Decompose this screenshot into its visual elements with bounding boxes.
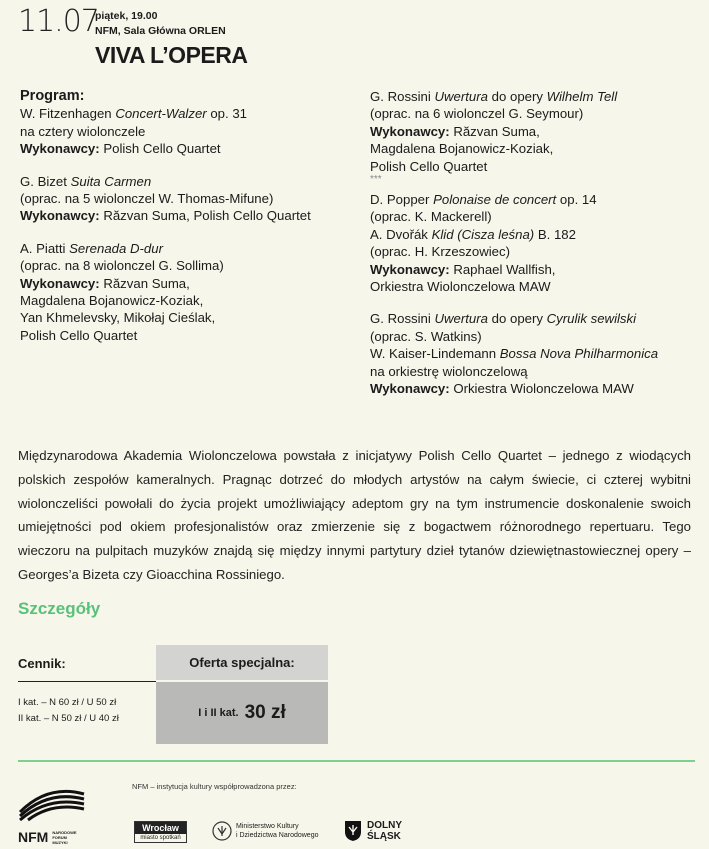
program-item: W. Fitzenhagen Concert-Walzer op. 31 xyxy=(20,106,248,122)
event-date: 11.07 xyxy=(18,4,99,39)
dolny-line: ŚLĄSK xyxy=(367,831,401,842)
program-left-column xyxy=(20,88,350,344)
performers: Wykonawcy: Polish Cello Quartet xyxy=(20,141,221,157)
program-item: G. Bizet Suita Carmen xyxy=(20,173,152,189)
event-day-time: piątek, 19.00 xyxy=(95,10,158,22)
ministry-line: Ministerstwo Kultury xyxy=(236,823,299,830)
program-item-extra: (oprac. K. Mackerell) xyxy=(370,209,492,225)
program-item-extra: na cztery wiolonczele xyxy=(20,123,146,139)
program-right-column xyxy=(370,88,700,398)
program-item: G. Rossini Uwertura do opery Cyrulik sewilski xyxy=(370,311,637,327)
program-item-extra: na orkiestrę wiolonczelową xyxy=(370,363,528,379)
special-offer-price: 30 zł xyxy=(244,702,286,723)
program-item: D. Popper Polonaise de concert op. 14 xyxy=(370,192,597,208)
program-item: A. Piatti Serenada D-dur xyxy=(20,240,163,256)
special-offer-label: Oferta specjalna: xyxy=(156,645,328,680)
program-item: G. Rossini Uwertura do opery Wilhelm Tell xyxy=(370,89,618,104)
wroclaw-logo xyxy=(134,821,187,843)
program-item-extra: (oprac. na 6 wiolonczel G. Seymour) xyxy=(370,106,584,122)
nfm-logo-text: NFM xyxy=(18,829,49,845)
performers-line: Polish Cello Quartet xyxy=(20,327,138,343)
price-row: II kat. – N 50 zł / U 40 zł xyxy=(18,713,119,724)
eagle-emblem-icon xyxy=(212,820,232,842)
nfm-logo-subtitle: NARODOWE FORUM MUZYKI xyxy=(52,829,77,845)
wroclaw-logo-text: Wrocław xyxy=(135,822,186,834)
program-item-extra: (oprac. na 5 wiolonczel W. Thomas-Mifune) xyxy=(20,191,274,207)
eagle-shield-icon xyxy=(344,820,362,842)
ministry-line: i Dziedzictwa Narodowego xyxy=(236,832,319,839)
performers-line: Polish Cello Quartet xyxy=(370,158,488,174)
price-list-label: Cennik: xyxy=(18,656,66,671)
dolny-line: DOLNY xyxy=(367,820,402,831)
event-title: VIVA L’OPERA xyxy=(95,42,248,68)
program-item-extra: (oprac. na 8 wiolonczel G. Sollima) xyxy=(20,258,224,274)
special-offer-box xyxy=(156,682,328,744)
program-item-extra: (oprac. H. Krzeszowiec) xyxy=(370,244,510,260)
dolny-slask-logo xyxy=(344,820,402,842)
performers: Wykonawcy: Raphael Wallfish, xyxy=(370,261,556,277)
nfm-waves-icon xyxy=(18,782,86,822)
divider xyxy=(18,681,156,682)
institution-note: NFM – instytucja kultury współprowadzona przez: xyxy=(132,782,297,791)
performers-line: Magdalena Bojanowicz-Koziak, xyxy=(20,293,204,309)
program-heading: Program: xyxy=(20,88,85,104)
performers: Wykonawcy: Răzvan Suma, xyxy=(370,123,540,139)
performers-line: Orkiestra Wiolonczelowa MAW xyxy=(370,279,551,295)
event-venue: NFM, Sala Główna ORLEN xyxy=(95,25,226,37)
special-offer-categories: I i II kat. xyxy=(198,707,239,719)
details-heading: Szczegóły xyxy=(18,599,101,618)
price-list xyxy=(18,695,119,727)
performers-line: Yan Khmelevsky, Mikołaj Cieślak, xyxy=(20,310,216,326)
wroclaw-logo-tagline: miasto spotkań xyxy=(140,835,181,841)
footer-divider xyxy=(18,760,695,762)
event-description: Międzynarodowa Akademia Wiolonczelowa powstała z inicjatywy Polish Cello Quartet – jednego z wiodących polskich zespołów kameralnych. Pragnąc dotrzeć do młodych artystów na całym świecie, ci czterej wybitni wiolonczeliści powołali do życia projekt umożliwiający adeptom gry na tym instrumencie doskonalenie swoich umiejętności pod okiem profesjonalistów oraz zmierzenie się z bogactwem różnorodnego repertuaru. Tego wieczoru na pulpitach muzyków znajdą się między innymi partytury dzieł tytanów dziewiętnastowiecznej opery – Georges’a Bizeta czy Gioacchina Rossiniego. xyxy=(18,448,691,582)
intermission-separator: *** xyxy=(370,174,382,186)
price-row: I kat. – N 60 zł / U 50 zł xyxy=(18,697,117,708)
performers: Wykonawcy: Orkiestra Wiolonczelowa MAW xyxy=(370,381,634,397)
nfm-logo xyxy=(18,782,86,845)
performers-line: Magdalena Bojanowicz-Koziak, xyxy=(370,141,554,157)
ministry-logo xyxy=(212,820,318,842)
program-item: W. Kaiser-Lindemann Bossa Nova Philharmonica xyxy=(370,346,659,362)
event-when xyxy=(95,9,226,39)
program-item: A. Dvořák Klid (Cisza leśna) B. 182 xyxy=(370,226,576,242)
performers: Wykonawcy: Răzvan Suma, xyxy=(20,275,190,291)
program-item-extra: (oprac. S. Watkins) xyxy=(370,328,482,344)
performers: Wykonawcy: Răzvan Suma, Polish Cello Quartet xyxy=(20,208,311,224)
